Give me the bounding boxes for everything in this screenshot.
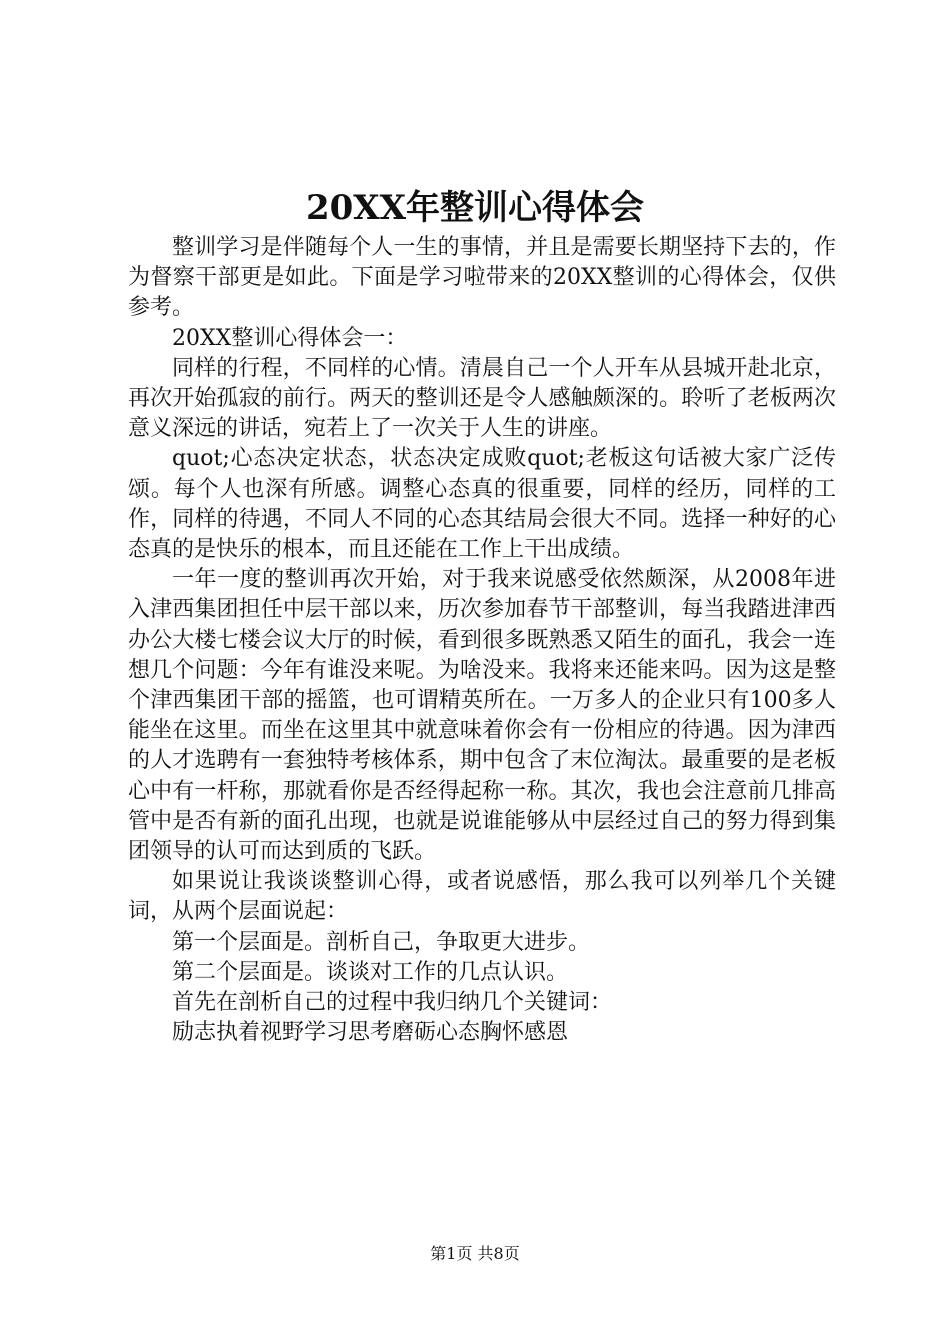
paragraph-level-one: 第一个层面是。剖析自己，争取更大进步。 xyxy=(172,929,591,955)
paragraph-journey: 同样的行程，不同样的心情。清晨自己一个人开车从县城开赴北京，再次开始孤寂的前行。两天的整训还是令人感触颇深的。聆听了老板两次意义深远的讲话，宛若上了一次关于人生的讲座。 xyxy=(128,355,836,442)
document-body xyxy=(128,233,836,1048)
paragraph-keywords-lead: 首先在剖析自己的过程中我归纳几个关键词： xyxy=(172,990,613,1016)
paragraph-keywords-intro: 如果说让我谈谈整训心得，或者说感悟，那么我可以列举几个关键词，从两个层面说起： xyxy=(128,869,836,925)
paragraph-level-two: 第二个层面是。谈谈对工作的几点认识。 xyxy=(172,959,569,985)
paragraph-mindset: quot;心态决定状态，状态决定成败quot;老板这句话被大家广泛传颂。每个人也深有所感。调整心态真的很重要，同样的经历，同样的工作，同样的待遇，不同人不同的心态其结局会很大不同。选择一种好的心态真的是快乐的根本，而且还能在工作上干出成绩。 xyxy=(128,446,836,563)
paragraph-annual-training: 一年一度的整训再次开始，对于我来说感受依然颇深，从2008年进入津西集团担任中层干部以来，历次参加春节干部整训，每当我踏进津西办公大楼七楼会议大厅的时候，看到很多既熟悉又陌生的面孔，我会一连想几个问题：今年有谁没来呢。为啥没来。我将来还能来吗。因为这是整个津西集团干部的摇篮，也可谓精英所在。一万多人的企业只有100多人能坐在这里。而坐在这里其中就意味着你会有一份相应的待遇。因为津西的人才选聘有一套独特考核体系，期中包含了末位淘汰。最重要的是老板心中有一杆称，那就看你是否经得起称一称。其次，我也会注意前几排高管中是否有新的面孔出现，也就是说谁能够从中层经过自己的努力得到集团领导的认可而达到质的飞跃。 xyxy=(128,567,836,865)
paragraph-intro: 整训学习是伴随每个人一生的事情，并且是需要长期坚持下去的，作为督察干部更是如此。下面是学习啦带来的20XX整训的心得体会，仅供参考。 xyxy=(128,235,836,321)
paragraph-section-heading: 20XX整训心得体会一： xyxy=(172,325,408,351)
paragraph-keywords-list: 励志执着视野学习思考磨砺心态胸怀感恩 xyxy=(172,1020,569,1046)
document-title: 20XX年整训心得体会 xyxy=(305,188,645,228)
page-number-footer: 第1页 共8页 xyxy=(430,1244,520,1263)
